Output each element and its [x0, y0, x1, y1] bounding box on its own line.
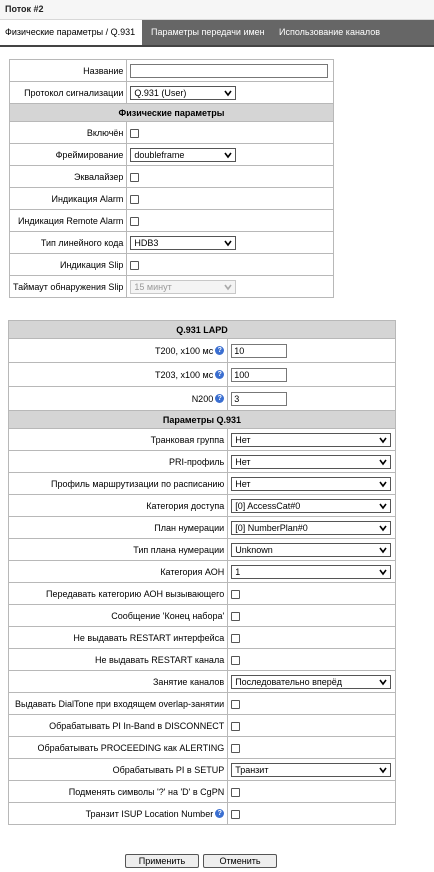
line-code-select[interactable] — [130, 236, 236, 250]
t203-input[interactable] — [231, 368, 287, 382]
n200-label: N200 — [191, 393, 214, 404]
tab-bar — [0, 20, 434, 47]
chevron-down-icon — [224, 282, 232, 292]
channel-seize-label: Занятие каналов — [9, 671, 228, 693]
t203-label: T203, x100 мс — [154, 369, 214, 380]
trunk-group-label: Транковая группа — [9, 429, 228, 451]
help-icon[interactable]: ? — [215, 370, 224, 379]
chevron-down-icon — [224, 150, 232, 160]
pi-setup-label: Обрабатывать PI в SETUP — [9, 759, 228, 781]
replace-chars-label: Подменять символы '?' на 'D' в CgPN — [9, 781, 228, 803]
route-profile-select[interactable] — [231, 477, 391, 491]
pi-disconnect-label: Обрабатывать PI In-Band в DISCONNECT — [9, 715, 228, 737]
equalizer-label: Эквалайзер — [10, 166, 127, 188]
aon-category-select-value: 1 — [235, 566, 241, 577]
name-input[interactable] — [130, 64, 328, 78]
end-of-dial-checkbox[interactable] — [231, 612, 240, 621]
line-code-label: Тип линейного кода — [10, 232, 127, 254]
window-titlebar — [0, 0, 434, 20]
help-icon[interactable]: ? — [215, 394, 224, 403]
chevron-down-icon — [379, 523, 387, 533]
aon-category-select[interactable] — [231, 565, 391, 579]
framing-label: Фреймирование — [10, 144, 127, 166]
send-aon-category-checkbox[interactable] — [231, 590, 240, 599]
chevron-down-icon — [379, 457, 387, 467]
equalizer-checkbox[interactable] — [130, 173, 139, 182]
aon-category-label: Категория АОН — [9, 561, 228, 583]
window-title: Поток #2 — [5, 4, 44, 14]
name-label: Название — [10, 60, 127, 82]
route-profile-label: Профиль маршрутизации по расписанию — [9, 473, 228, 495]
remote-alarm-checkbox[interactable] — [130, 217, 139, 226]
slip-timeout-select-value: 15 минут — [134, 281, 172, 292]
isup-location-checkbox[interactable] — [231, 810, 240, 819]
chevron-down-icon — [379, 545, 387, 555]
help-icon[interactable]: ? — [215, 809, 224, 818]
pi-setup-select[interactable] — [231, 763, 391, 777]
proceeding-as-alerting-label: Обрабатывать PROCEEDING как ALERTING — [9, 737, 228, 759]
dialtone-label: Выдавать DialTone при входящем overlap-занятии — [9, 693, 228, 715]
remote-alarm-label: Индикация Remote Alarm — [10, 210, 127, 232]
tab-name-transfer[interactable]: Параметры передачи имен — [151, 27, 265, 37]
protocol-select-value: Q.931 (User) — [134, 87, 187, 98]
slip-checkbox[interactable] — [130, 261, 139, 270]
access-category-select[interactable] — [231, 499, 391, 513]
numbering-plan-type-label: Тип плана нумерации — [9, 539, 228, 561]
dialtone-checkbox[interactable] — [231, 700, 240, 709]
help-icon[interactable]: ? — [215, 346, 224, 355]
proceeding-as-alerting-checkbox[interactable] — [231, 744, 240, 753]
channel-seize-select-value: Последовательно вперёд — [235, 676, 343, 687]
framing-select[interactable] — [130, 148, 236, 162]
trunk-group-select-value: Нет — [235, 434, 251, 445]
chevron-down-icon — [379, 501, 387, 511]
q931-section-header: Параметры Q.931 — [9, 411, 396, 429]
pri-profile-label: PRI-профиль — [9, 451, 228, 473]
apply-button[interactable]: Применить — [125, 854, 199, 868]
pi-disconnect-checkbox[interactable] — [231, 722, 240, 731]
numbering-plan-label: План нумерации — [9, 517, 228, 539]
numbering-plan-select-value: [0] NumberPlan#0 — [235, 522, 308, 533]
numbering-plan-select[interactable] — [231, 521, 391, 535]
pri-profile-select-value: Нет — [235, 456, 251, 467]
slip-timeout-label: Таймаут обнаружения Slip — [10, 276, 127, 298]
channel-seize-select[interactable] — [231, 675, 391, 689]
chevron-down-icon — [379, 435, 387, 445]
alarm-checkbox[interactable] — [130, 195, 139, 204]
chevron-down-icon — [379, 677, 387, 687]
numbering-plan-type-select[interactable] — [231, 543, 391, 557]
slip-timeout-select — [130, 280, 236, 294]
physical-params-table — [9, 59, 334, 298]
physical-section-header: Физические параметры — [10, 104, 334, 122]
slip-label: Индикация Slip — [10, 254, 127, 276]
enabled-label: Включён — [10, 122, 127, 144]
tab-physical-q931[interactable]: Физические параметры / Q.931 — [0, 20, 142, 45]
end-of-dial-label: Сообщение 'Конец набора' — [9, 605, 228, 627]
n200-input[interactable] — [231, 392, 287, 406]
chevron-down-icon — [379, 479, 387, 489]
access-category-label: Категория доступа — [9, 495, 228, 517]
no-restart-channel-checkbox[interactable] — [231, 656, 240, 665]
pri-profile-select[interactable] — [231, 455, 391, 469]
no-restart-interface-label: Не выдавать RESTART интерфейса — [9, 627, 228, 649]
chevron-down-icon — [379, 567, 387, 577]
chevron-down-icon — [224, 88, 232, 98]
trunk-group-select[interactable] — [231, 433, 391, 447]
protocol-select[interactable] — [130, 86, 236, 100]
route-profile-select-value: Нет — [235, 478, 251, 489]
enabled-checkbox[interactable] — [130, 129, 139, 138]
chevron-down-icon — [224, 238, 232, 248]
chevron-down-icon — [379, 765, 387, 775]
line-code-select-value: HDB3 — [134, 237, 159, 248]
tab-channel-usage[interactable]: Использование каналов — [279, 27, 381, 37]
replace-chars-checkbox[interactable] — [231, 788, 240, 797]
numbering-plan-type-select-value: Unknown — [235, 544, 273, 555]
t200-label: T200, x100 мс — [154, 345, 214, 356]
t200-input[interactable] — [231, 344, 287, 358]
pi-setup-select-value: Транзит — [235, 764, 269, 775]
cancel-button[interactable]: Отменить — [203, 854, 277, 868]
q931-params-table — [8, 320, 396, 825]
no-restart-interface-checkbox[interactable] — [231, 634, 240, 643]
alarm-label: Индикация Alarm — [10, 188, 127, 210]
send-aon-category-label: Передавать категорию АОН вызывающего — [9, 583, 228, 605]
isup-location-label: Транзит ISUP Location Number — [85, 808, 214, 819]
framing-select-value: doubleframe — [134, 149, 185, 160]
protocol-label: Протокол сигнализации — [10, 82, 127, 104]
lapd-section-header: Q.931 LAPD — [9, 321, 396, 339]
access-category-select-value: [0] AccessCat#0 — [235, 500, 301, 511]
no-restart-channel-label: Не выдавать RESTART канала — [9, 649, 228, 671]
